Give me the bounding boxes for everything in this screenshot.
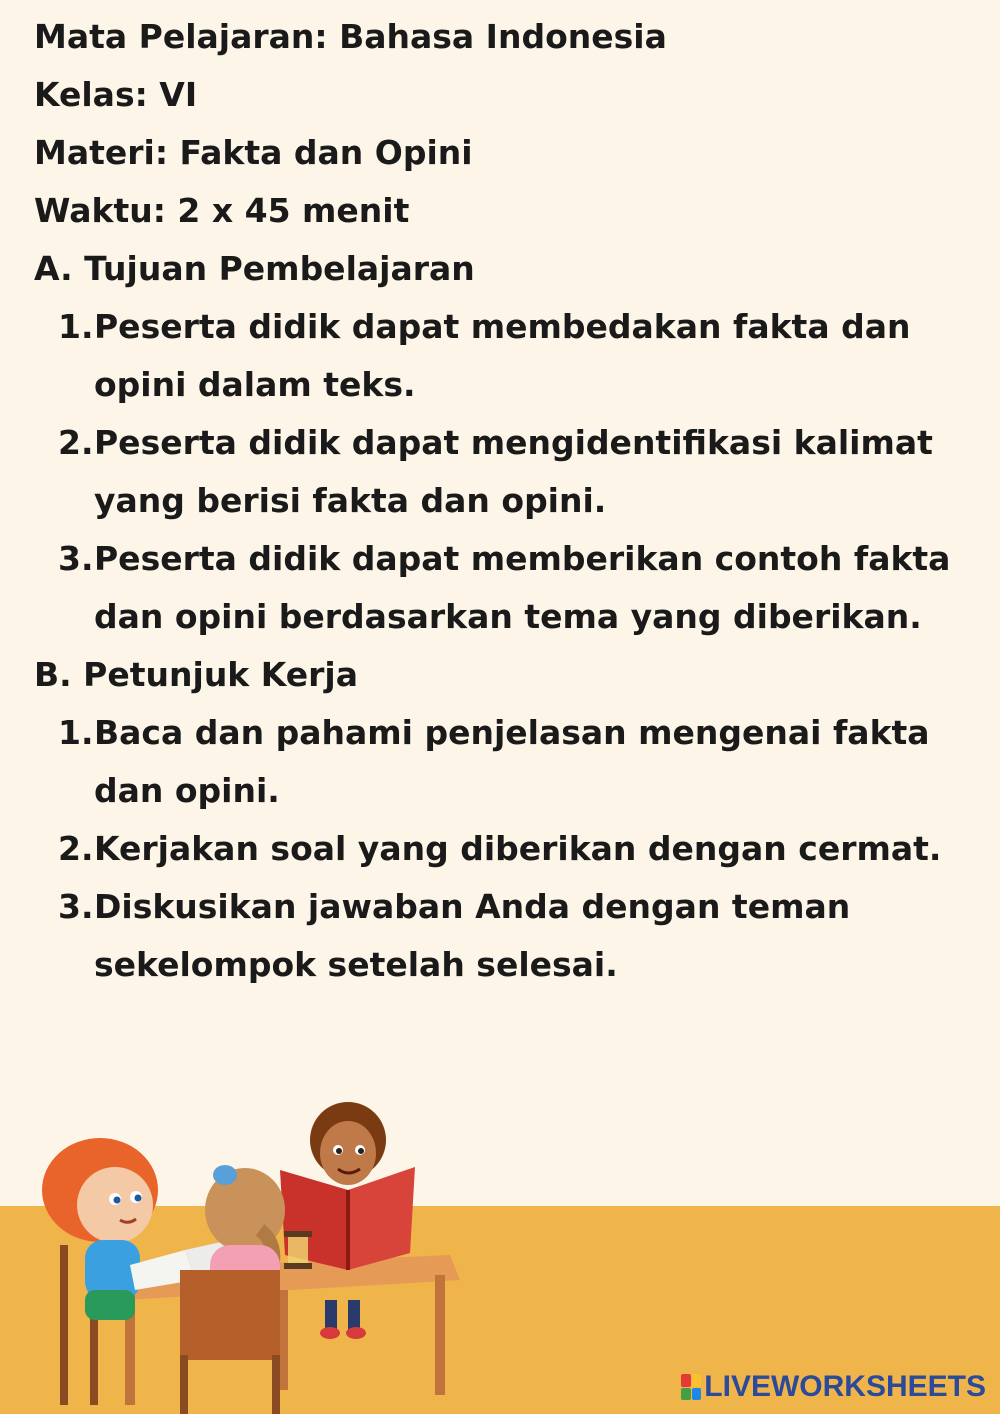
list-item xyxy=(34,820,1000,878)
liveworksheets-brand xyxy=(681,1370,986,1404)
item-number: 1. xyxy=(58,307,94,346)
time-line: Waktu: 2 x 45 menit xyxy=(34,191,410,230)
brand-text: LIVEWORKSHEETS xyxy=(704,1370,986,1403)
liveworksheets-logo-icon xyxy=(681,1374,701,1400)
item-text: Peserta didik dapat memberikan contoh fakta dan opini berdasarkan tema yang diberikan. xyxy=(94,539,951,636)
list-item xyxy=(34,530,1000,646)
item-text: Baca dan pahami penjelasan mengenai fakta dan opini. xyxy=(94,713,930,810)
instructions-list xyxy=(34,704,1000,994)
section-a-heading: A. Tujuan Pembelajaran xyxy=(34,249,475,288)
list-item xyxy=(34,878,1000,994)
item-number: 3. xyxy=(58,539,94,578)
section-b-heading: B. Petunjuk Kerja xyxy=(34,655,358,694)
children-studying-illustration xyxy=(30,1095,470,1414)
item-number: 1. xyxy=(58,713,94,752)
item-number: 2. xyxy=(58,423,94,462)
item-text: Diskusikan jawaban Anda dengan teman sekelompok setelah selesai. xyxy=(94,887,851,984)
item-text: Peserta didik dapat mengidentifikasi kalimat yang berisi fakta dan opini. xyxy=(94,423,933,520)
item-text: Peserta didik dapat membedakan fakta dan opini dalam teks. xyxy=(94,307,911,404)
subject-line: Mata Pelajaran: Bahasa Indonesia xyxy=(34,17,667,56)
item-number: 2. xyxy=(58,829,94,868)
list-item xyxy=(34,704,1000,820)
learning-objectives-list xyxy=(34,298,1000,646)
item-number: 3. xyxy=(58,887,94,926)
worksheet-content xyxy=(34,8,1000,994)
class-line: Kelas: VI xyxy=(34,75,198,114)
list-item xyxy=(34,414,1000,530)
list-item xyxy=(34,298,1000,414)
topic-line: Materi: Fakta dan Opini xyxy=(34,133,473,172)
item-text: Kerjakan soal yang diberikan dengan cermat. xyxy=(94,829,942,868)
